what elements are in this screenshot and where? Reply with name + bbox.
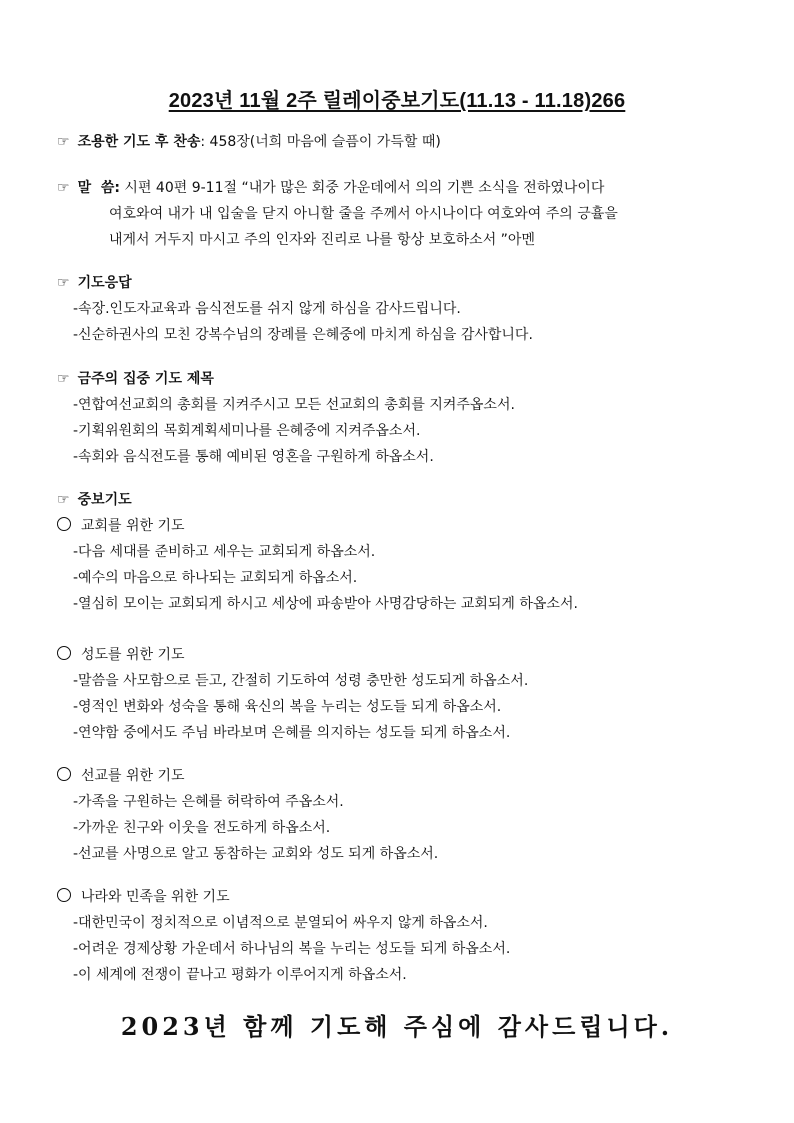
list-item: -말씀을 사모함으로 듣고, 간절히 기도하여 성령 충만한 성도되게 하옵소서. (73, 673, 529, 689)
hymn-text: : 458장(너희 마음에 슬픔이 가득할 때) (200, 134, 441, 150)
list-item: -속회와 음식전도를 통해 예비된 영혼을 구원하게 하옵소서. (73, 449, 434, 465)
pointing-hand-icon: ☞ (57, 371, 70, 387)
intercession-heading (57, 490, 132, 510)
mission-prayer-heading (57, 766, 185, 786)
list-item: -어려운 경제상황 가운데서 하나님의 복을 누리는 성도들 되게 하옵소서. (73, 941, 511, 957)
closing-message: 2023년 함께 기도해 주심에 감사드립니다. (120, 1012, 674, 1041)
nation-prayer-heading (57, 887, 230, 907)
intercession-heading-text: 중보기도 (77, 492, 132, 508)
list-item: -대한민국이 정치적으로 이념적으로 분열되어 싸우지 않게 하옵소서. (73, 915, 488, 931)
focus-heading-text: 금주의 집중 기도 제목 (77, 371, 214, 387)
list-item: -연합여선교회의 총회를 지켜주시고 모든 선교회의 총회를 지켜주옵소서. (73, 397, 515, 413)
list-item: -다음 세대를 준비하고 세우는 교회되게 하옵소서. (73, 544, 376, 560)
pointing-hand-icon: ☞ (57, 180, 70, 196)
list-item: -선교를 사명으로 알고 동참하는 교회와 성도 되게 하옵소서. (73, 846, 439, 862)
list-item: -예수의 마음으로 하나되는 교회되게 하옵소서. (73, 570, 358, 586)
scripture-line-2: 여호와여 내가 내 입술을 닫지 아니할 줄을 주께서 아시나이다 여호와여 주의 긍휼을 (109, 206, 618, 222)
circle-bullet-icon (57, 646, 71, 660)
list-item: -신순하권사의 모친 강복수님의 장례를 은혜중에 마치게 하심을 감사합니다. (73, 327, 533, 343)
circle-bullet-icon (57, 888, 71, 902)
answers-heading-text: 기도응답 (77, 275, 132, 291)
page-title (0, 84, 794, 113)
list-item: -열심히 모이는 교회되게 하시고 세상에 파송받아 사명감당하는 교회되게 하옵소서. (73, 596, 578, 612)
list-item: -기획위원회의 목회계획세미나를 은혜중에 지켜주옵소서. (73, 423, 421, 439)
group-heading-text: 선교를 위한 기도 (81, 768, 185, 784)
scripture-line-1 (57, 178, 604, 198)
scripture-text-1: 시편 40편 9-11절 “내가 많은 회중 가운데에서 의의 기쁜 소식을 전하였나이다 (124, 180, 605, 196)
list-item: -가까운 친구와 이웃을 전도하게 하옵소서. (73, 820, 331, 836)
saints-prayer-heading (57, 645, 185, 665)
group-heading-text: 나라와 민족을 위한 기도 (81, 889, 230, 905)
focus-heading (57, 369, 214, 389)
scripture-label: 말 씀: (77, 180, 120, 196)
list-item: -영적인 변화와 성숙을 통해 육신의 복을 누리는 성도들 되게 하옵소서. (73, 699, 502, 715)
page-title-text: 2023년 11월 2주 릴레이중보기도(11.13 - 11.18)266 (168, 90, 626, 112)
list-item: -속장.인도자교육과 음식전도를 쉬지 않게 하심을 감사드립니다. (73, 301, 461, 317)
hymn-label: 조용한 기도 후 찬송 (77, 134, 201, 150)
list-item: -이 세계에 전쟁이 끝나고 평화가 이루어지게 하옵소서. (73, 967, 407, 983)
pointing-hand-icon: ☞ (57, 492, 70, 508)
church-prayer-heading (57, 516, 185, 536)
list-item: -가족을 구원하는 은혜를 허락하여 주옵소서. (73, 794, 344, 810)
scripture-line-3: 내게서 거두지 마시고 주의 인자와 진리로 나를 항상 보호하소서 ”아멘 (109, 232, 535, 248)
group-heading-text: 교회를 위한 기도 (81, 518, 185, 534)
pointing-hand-icon: ☞ (57, 134, 70, 150)
list-item: -연약함 중에서도 주님 바라보며 은혜를 의지하는 성도들 되게 하옵소서. (73, 725, 511, 741)
circle-bullet-icon (57, 767, 71, 781)
circle-bullet-icon (57, 517, 71, 531)
answers-heading (57, 273, 132, 293)
hymn-line (57, 132, 441, 152)
pointing-hand-icon: ☞ (57, 275, 70, 291)
group-heading-text: 성도를 위한 기도 (81, 647, 185, 663)
